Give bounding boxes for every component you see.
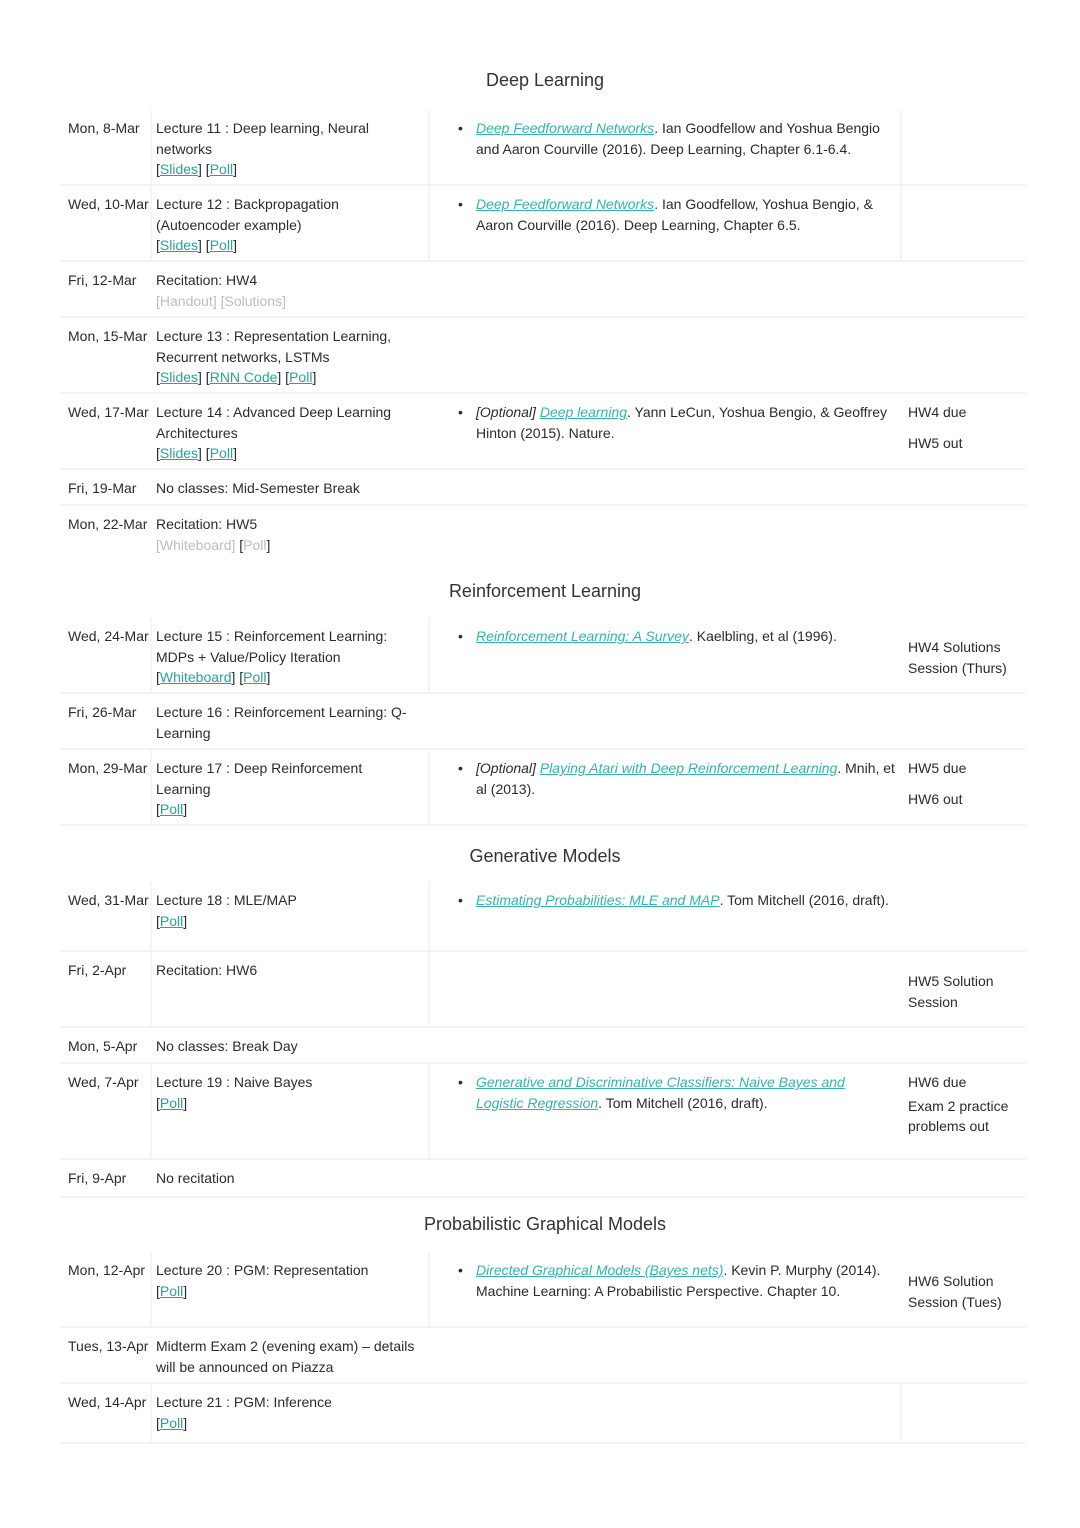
bullet-icon: •: [458, 628, 463, 644]
reading-text: . Ian Goodfellow, Yoshua Bengio, & Aaron Courville (2016). Deep Learning, Chapter 6.5.: [476, 196, 873, 233]
topic-text: Lecture 20 : PGM: Representation: [156, 1262, 369, 1278]
poll-link[interactable]: Poll: [159, 1414, 184, 1431]
table-row: [60, 1252, 1026, 1328]
announcement: HW6 due: [908, 1074, 967, 1090]
reading-text: . Kevin P. Murphy (2014). Machine Learning: A Probabilistic Perspective. Chapter 10.: [476, 1262, 881, 1299]
topic-text: Recitation: HW4: [156, 272, 258, 288]
topic-text: Lecture 21 : PGM: Inference: [156, 1394, 332, 1410]
row-date: Wed, 31-Mar: [68, 892, 149, 908]
topic-text: Lecture 11 : Deep learning, Neural networks: [156, 120, 369, 157]
row-reading: [458, 194, 896, 235]
row-date: Mon, 5-Apr: [68, 1038, 138, 1054]
poll-link: Poll: [243, 536, 267, 553]
topic-text: Lecture 12 : Backpropagation (Autoencoder example): [156, 196, 339, 233]
slides-link[interactable]: Slides: [159, 237, 199, 253]
reading-link[interactable]: Generative and Discriminative Classifiers: Naive Bayes and Logistic Regression: [476, 1074, 845, 1111]
table-row: [60, 110, 1026, 186]
table-row: [60, 186, 1026, 262]
reading-link[interactable]: Deep Feedforward Networks: [476, 120, 655, 136]
reading-text: . Ian Goodfellow and Yoshua Bengio and Aaron Courville (2016). Deep Learning, Chapter 6.1-6.4.: [476, 120, 880, 157]
announcement: Exam 2 practice problems out: [908, 1097, 1009, 1134]
poll-link[interactable]: Poll: [159, 1094, 184, 1111]
slides-link[interactable]: Slides: [159, 161, 199, 177]
row-date: Fri, 12-Mar: [68, 272, 137, 288]
optional-label: [Optional]: [476, 760, 536, 776]
row-topic: Lecture 14 : Advanced Deep Learning Architectures [Slides] [Poll]: [156, 404, 392, 461]
table-row: [60, 1160, 1026, 1198]
poll-link[interactable]: Poll: [209, 161, 234, 177]
row-topic: Lecture 19 : Naive Bayes [Poll]: [156, 1074, 313, 1111]
row-topic: No recitation: [156, 1170, 235, 1186]
row-reading: [458, 1072, 896, 1113]
optional-label: [Optional]: [476, 404, 536, 420]
reading-link[interactable]: Estimating Probabilities: MLE and MAP: [476, 892, 720, 908]
row-reading: [458, 402, 896, 443]
poll-link[interactable]: Poll: [159, 1282, 184, 1299]
row-topic: Lecture 17 : Deep Reinforcement Learning [Poll]: [156, 760, 363, 817]
announcement: HW5 Solution Session: [908, 973, 994, 1010]
row-date: Tues, 13-Apr: [68, 1338, 149, 1354]
row-topic: Midterm Exam 2 (evening exam) – details will be announced on Piazza: [156, 1338, 415, 1375]
reading-text: . Tom Mitchell (2016, draft).: [719, 892, 889, 908]
bullet-icon: •: [458, 120, 463, 136]
row-reading: [458, 890, 896, 911]
announcement: HW6 Solution Session (Tues): [908, 1273, 1002, 1310]
row-topic: Recitation: HW5 [Whiteboard] [Poll]: [156, 516, 271, 553]
slides-link[interactable]: Slides: [159, 445, 199, 461]
row-date: Wed, 14-Apr: [68, 1394, 147, 1410]
row-topic: Lecture 11 : Deep learning, Neural networks [Slides] [Poll]: [156, 120, 369, 177]
row-date: Wed, 7-Apr: [68, 1074, 139, 1090]
table-row: [60, 618, 1026, 694]
bullet-icon: •: [458, 760, 463, 776]
whiteboard-link: Whiteboard: [159, 536, 232, 553]
reading-text: . Mnih, et al (2013).: [476, 760, 895, 797]
reading-text: . Tom Mitchell (2016, draft).: [598, 1094, 768, 1111]
row-topic: Lecture 15 : Reinforcement Learning: MDPs + Value/Policy Iteration [Whiteboard] [Poll]: [156, 628, 388, 685]
topic-text: Lecture 18 : MLE/MAP: [156, 892, 297, 908]
row-topic: Lecture 20 : PGM: Representation [Poll]: [156, 1262, 369, 1299]
table-row: [60, 1064, 1026, 1160]
topic-text: Lecture 14 : Advanced Deep Learning Architectures: [156, 404, 392, 441]
whiteboard-link[interactable]: Whiteboard: [159, 669, 232, 685]
row-reading: [458, 758, 896, 799]
topic-text: Lecture 19 : Naive Bayes: [156, 1074, 313, 1090]
reading-link[interactable]: Playing Atari with Deep Reinforcement Learning: [539, 760, 838, 776]
announcement: HW6 out: [908, 790, 963, 807]
row-date: Wed, 10-Mar: [68, 196, 149, 212]
reading-text: . Yann LeCun, Yoshua Bengio, & Geoffrey Hinton (2015). Nature.: [476, 404, 887, 441]
announcement: HW4 Solutions Session (Thurs): [908, 639, 1007, 676]
table-row: [60, 470, 1026, 506]
row-date: Mon, 29-Mar: [68, 760, 148, 776]
poll-link[interactable]: Poll: [159, 912, 184, 929]
poll-link[interactable]: Poll: [159, 801, 184, 817]
reading-text: . Kaelbling, et al (1996).: [688, 628, 837, 644]
row-topic: Lecture 13 : Representation Learning, Recurrent networks, LSTMs [Slides] [RNN Code] [Poll]: [156, 328, 392, 385]
table-row: [60, 882, 1026, 952]
table-row: [60, 506, 1026, 560]
row-date: Mon, 22-Mar: [68, 516, 148, 532]
table-row: [60, 318, 1026, 394]
row-date: Fri, 2-Apr: [68, 962, 127, 978]
row-topic: Recitation: HW6: [156, 962, 258, 978]
row-date: Wed, 24-Mar: [68, 628, 149, 644]
row-topic: Lecture 18 : MLE/MAP [Poll]: [156, 892, 297, 929]
table-row: [60, 394, 1026, 470]
solutions-link: Solutions: [224, 292, 283, 309]
table-row: [60, 694, 1026, 750]
announcement: HW5 out: [908, 434, 963, 451]
table-row: [60, 1328, 1026, 1384]
topic-text: Recitation: HW5: [156, 516, 258, 532]
row-date: Fri, 9-Apr: [68, 1170, 127, 1186]
topic-text: Lecture 17 : Deep Reinforcement Learning: [156, 760, 363, 797]
row-topic: Lecture 16 : Reinforcement Learning: Q-Learning: [156, 704, 407, 741]
table-row: [60, 1028, 1026, 1064]
topic-text: Lecture 15 : Reinforcement Learning: MDPs + Value/Policy Iteration: [156, 628, 388, 665]
poll-link[interactable]: Poll: [289, 369, 313, 385]
row-announcements: [908, 758, 1026, 809]
row-date: Fri, 26-Mar: [68, 704, 137, 720]
rnn-code-link[interactable]: RNN Code: [209, 369, 278, 385]
reading-link[interactable]: Directed Graphical Models (Bayes nets): [476, 1262, 724, 1278]
row-date: Mon, 15-Mar: [68, 328, 148, 344]
reading-link[interactable]: Deep Feedforward Networks: [476, 196, 655, 212]
announcement: HW5 due: [908, 760, 967, 776]
section-title-reinforcement-learning: Reinforcement Learning: [448, 581, 642, 601]
row-topic: No classes: Break Day: [156, 1038, 298, 1054]
row-reading: [458, 1260, 896, 1301]
handout-link: Handout: [159, 292, 213, 309]
section-title-deep-learning: Deep Learning: [485, 70, 605, 90]
row-topic: Lecture 12 : Backpropagation (Autoencoder example) [Slides] [Poll]: [156, 196, 339, 253]
row-date: Mon, 8-Mar: [68, 120, 140, 136]
row-announcements: [908, 402, 1026, 453]
poll-link[interactable]: Poll: [209, 237, 234, 253]
section-title-pgm: Probabilistic Graphical Models: [423, 1214, 667, 1234]
row-reading: [458, 118, 896, 159]
topic-text: Lecture 13 : Representation Learning, Recurrent networks, LSTMs: [156, 328, 392, 365]
announcement: HW4 due: [908, 404, 967, 420]
row-topic: No classes: Mid-Semester Break: [156, 480, 360, 496]
row-date: Fri, 19-Mar: [68, 480, 137, 496]
bullet-icon: •: [458, 196, 463, 212]
row-reading: [458, 626, 896, 647]
reading-link[interactable]: Deep learning: [539, 404, 627, 420]
row-announcements: [908, 637, 1026, 678]
table-row: [60, 952, 1026, 1028]
bullet-icon: •: [458, 1262, 463, 1278]
section-title-generative-models: Generative Models: [469, 846, 621, 866]
bullet-icon: •: [458, 404, 463, 420]
reading-link[interactable]: Reinforcement Learning: A Survey: [476, 628, 689, 644]
bullet-icon: •: [458, 1074, 463, 1090]
poll-link[interactable]: Poll: [209, 445, 234, 461]
bullet-icon: •: [458, 892, 463, 908]
row-announcements: [908, 1072, 1026, 1137]
row-date: Wed, 17-Mar: [68, 404, 149, 420]
row-announcements: [908, 971, 1026, 1012]
poll-link[interactable]: Poll: [243, 669, 267, 685]
slides-link[interactable]: Slides: [159, 369, 199, 385]
row-date: Mon, 12-Apr: [68, 1262, 146, 1278]
table-row: [60, 750, 1026, 826]
row-announcements: [908, 1271, 1026, 1312]
table-row: [60, 1384, 1026, 1444]
table-row: [60, 262, 1026, 318]
row-topic: Recitation: HW4 [Handout] [Solutions]: [156, 272, 286, 309]
row-topic: Lecture 21 : PGM: Inference [Poll]: [156, 1394, 332, 1431]
